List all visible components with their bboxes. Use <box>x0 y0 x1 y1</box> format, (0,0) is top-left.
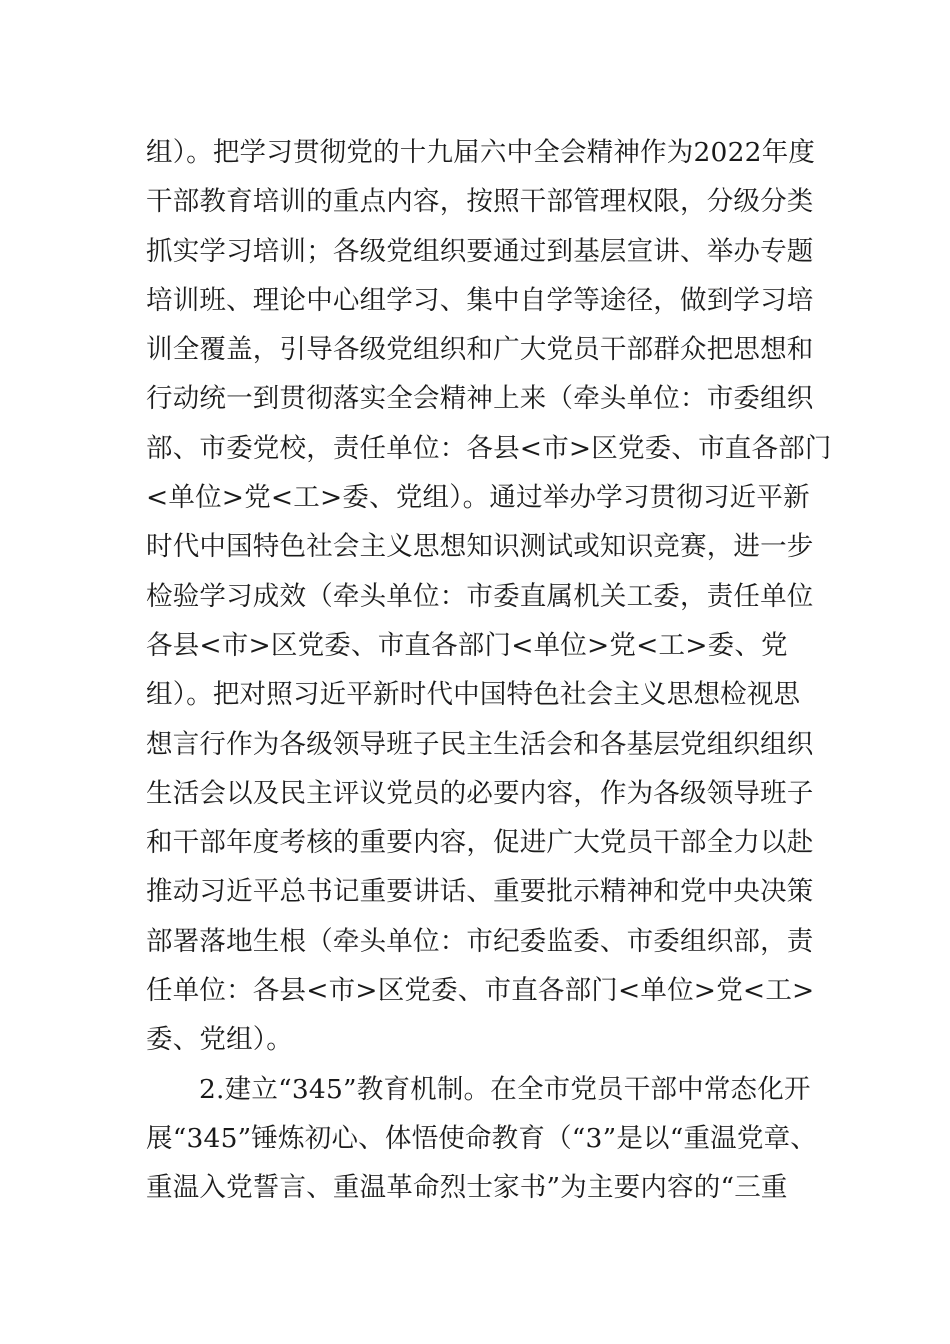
text-line: 重温入党誓言、重温革命烈士家书”为主要内容的“三重 <box>146 1172 788 1204</box>
text-line: 生活会以及民主评议党员的必要内容，作为各级领导班子 <box>146 777 814 809</box>
paragraph-start-line: 2.建立“345”教育机制。在全市党员干部中常态化开 <box>199 1073 811 1105</box>
text-line: 培训班、理论中心组学习、集中自学等途径，做到学习培 <box>146 284 814 316</box>
text-line: 时代中国特色社会主义思想知识测试或知识竞赛，进一步 <box>146 531 814 563</box>
text-line: <单位>党<工>委、党组）。通过举办学习贯彻习近平新 <box>146 482 810 514</box>
text-line: 推动习近平总书记重要讲话、重要批示精神和党中央决策 <box>146 876 814 908</box>
text-line: 委、党组）。 <box>146 1024 293 1056</box>
text-line: 和干部年度考核的重要内容，促进广大党员干部全力以赴 <box>146 827 814 859</box>
text-line: 各县<市>区党委、市直各部门<单位>党<工>委、党 <box>146 629 788 661</box>
text-line: 展“345”锤炼初心、体悟使命教育（“3”是以“重温党章、 <box>146 1122 817 1154</box>
text-line: 组）。把对照习近平新时代中国特色社会主义思想检视思 <box>146 679 801 711</box>
text-line: 训全覆盖，引导各级党组织和广大党员干部群众把思想和 <box>146 334 814 366</box>
text-line: 干部教育培训的重点内容，按照干部管理权限，分级分类 <box>146 186 814 218</box>
text-line: 部、市委党校，责任单位：各县<市>区党委、市直各部门 <box>146 432 832 464</box>
body-text <box>146 128 832 1213</box>
text-line: 任单位：各县<市>区党委、市直各部门<单位>党<工> <box>146 975 815 1007</box>
text-line: 组）。把学习贯彻党的十九届六中全会精神作为2022年度 <box>146 137 816 168</box>
text-line: 想言行作为各级领导班子民主生活会和各基层党组织组织 <box>146 728 814 760</box>
text-line: 抓实学习培训；各级党组织要通过到基层宣讲、举办专题 <box>146 235 814 267</box>
text-line: 行动统一到贯彻落实全会精神上来（牵头单位：市委组织 <box>146 383 814 415</box>
text-line: 检验学习成效（牵头单位：市委直属机关工委，责任单位 <box>146 580 814 612</box>
text-line: 部署落地生根（牵头单位：市纪委监委、市委组织部，责 <box>146 925 814 957</box>
